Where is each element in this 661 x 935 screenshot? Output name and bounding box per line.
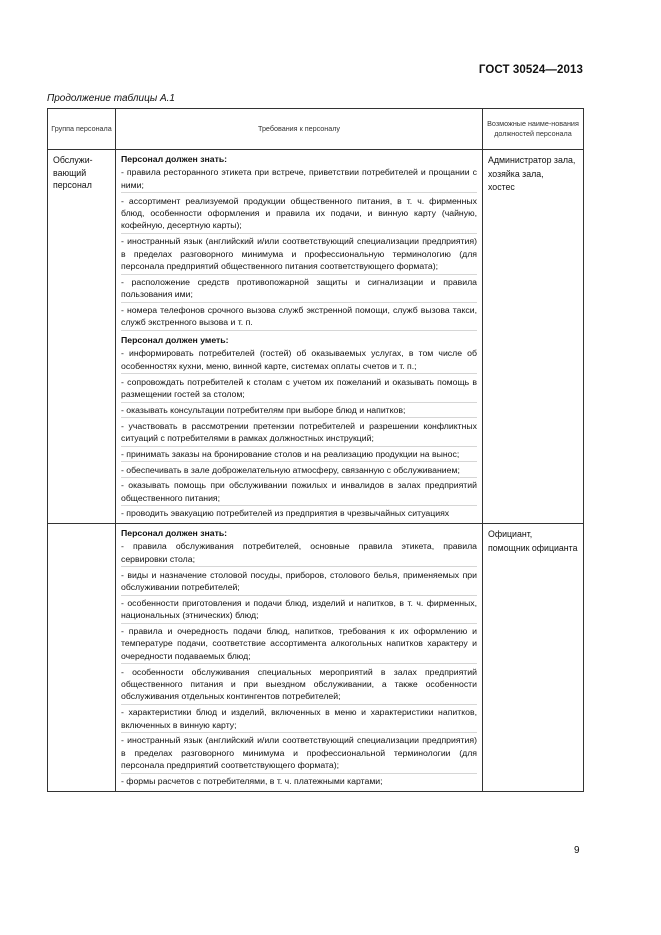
position-name: хозяйка зала, [488,168,544,179]
position-name: хостес [488,182,515,193]
list-item: - ассортимент реализуемой продукции общественного питания, в т. ч. фирменных блюд, особенности оформления и правила их подачи, и винную карту (чайную, кофейную, десертную карты); [121,195,477,234]
list-item: - обеспечивать в зале доброжелательную атмосферу, связанную с обслуживанием; [121,464,477,479]
list-item: - характеристики блюд и изделий, включенных в меню и характеристики напитков, включенных в винную карту; [121,706,477,733]
table-header-row [48,109,584,150]
list-item: - особенности приготовления и подачи блюд, изделий и напитков, в т. ч. фирменных, национальных (этнических) блюд; [121,597,477,624]
requirements-cell [116,150,483,524]
list-item: - правила ресторанного этикета при встрече, приветствии потребителей и прощании с ними; [121,166,477,193]
list-item: - особенности обслуживания специальных мероприятий в залах предприятий общественного питания и при выездном обслуживании, а также особенности обслуживания отдельных контингентов потребителей; [121,666,477,705]
position-name: Официант, [488,529,533,540]
list-item: - правила обслуживания потребителей, основные правила этикета, правила сервировки стола; [121,540,477,567]
list-item: - проводить эвакуацию потребителей из предприятия в чрезвычайных ситуациях [121,508,450,519]
positions-cell [483,150,584,524]
position-name: помощник официанта [488,542,578,553]
group-cell: Обслужи-вающий персонал [48,150,116,524]
list-item: - формы расчетов с потребителями, в т. ч. платежными картами; [121,776,383,786]
position-name: Администратор зала, [488,155,576,165]
table-row [48,150,584,524]
list-item: - правила и очередность подачи блюд, напитков, требования к их оформлению и температуре подачи, соответствие ассортимента алкогольных напитков характеру и очередности подаваемых блюд; [121,625,477,664]
list-item: - виды и назначение столовой посуды, приборов, столового белья, применяемых при обслуживании потребителей; [121,569,477,596]
column-header-positions: Возможные наиме-нования должностей персонала [483,109,584,150]
table-row [48,524,584,792]
list-item: - оказывать помощь при обслуживании пожилых и инвалидов в залах предприятий общественного питания; [121,479,477,506]
list-item: - сопровождать потребителей к столам с учетом их пожеланий и оказывать помощь в размещении гостей за столом; [121,376,477,403]
standard-code: ГОСТ 30524—2013 [478,64,583,76]
section-title: Персонал должен знать: [121,154,228,164]
list-item: - иностранный язык (английский и/или соответствующий специализации предприятия) в пределах разговорного минимума и профессиональной терминологии (для персонала предприятий соответствующего формата); [121,734,477,773]
column-header-group: Группа персонала [48,109,116,150]
section-title: Персонал должен знать: [121,528,228,539]
list-item: - оказывать консультации потребителям при выборе блюд и напитков; [121,404,477,419]
column-header-requirements: Требования к персоналу [116,109,483,150]
list-item: - номера телефонов срочного вызова служб экстренной помощи, служб вызова такси, служб экстренного вызова и т. п. [121,304,477,331]
list-item: - принимать заказы на бронирование столов и на реализацию продукции на вынос; [121,448,477,463]
list-item: - расположение средств противопожарной защиты и сигнализации и правила пользования ими; [121,276,477,303]
section-title: Персонал должен уметь: [121,334,229,345]
list-item: - иностранный язык (английский и/или соответствующий специализации предприятия) в пределах разговорного минимума и профессиональную терминологию (для персонала предприятий общественного питания соответствующего формата); [121,235,477,274]
group-cell [48,524,116,792]
requirements-table [47,108,584,792]
list-item: - участвовать в рассмотрении претензии потребителей и разрешении конфликтных ситуаций с потребителями в рамках должностных инструкций; [121,420,477,447]
positions-cell [483,524,584,792]
table-caption: Продолжение таблицы А.1 [47,93,175,104]
page-number: 9 [574,845,580,856]
requirements-cell [116,524,483,792]
list-item: - информировать потребителей (гостей) об оказываемых услугах, в том числе об особенностях кухни, меню, винной карте, системах оплаты счетов и т. п.; [121,347,477,374]
